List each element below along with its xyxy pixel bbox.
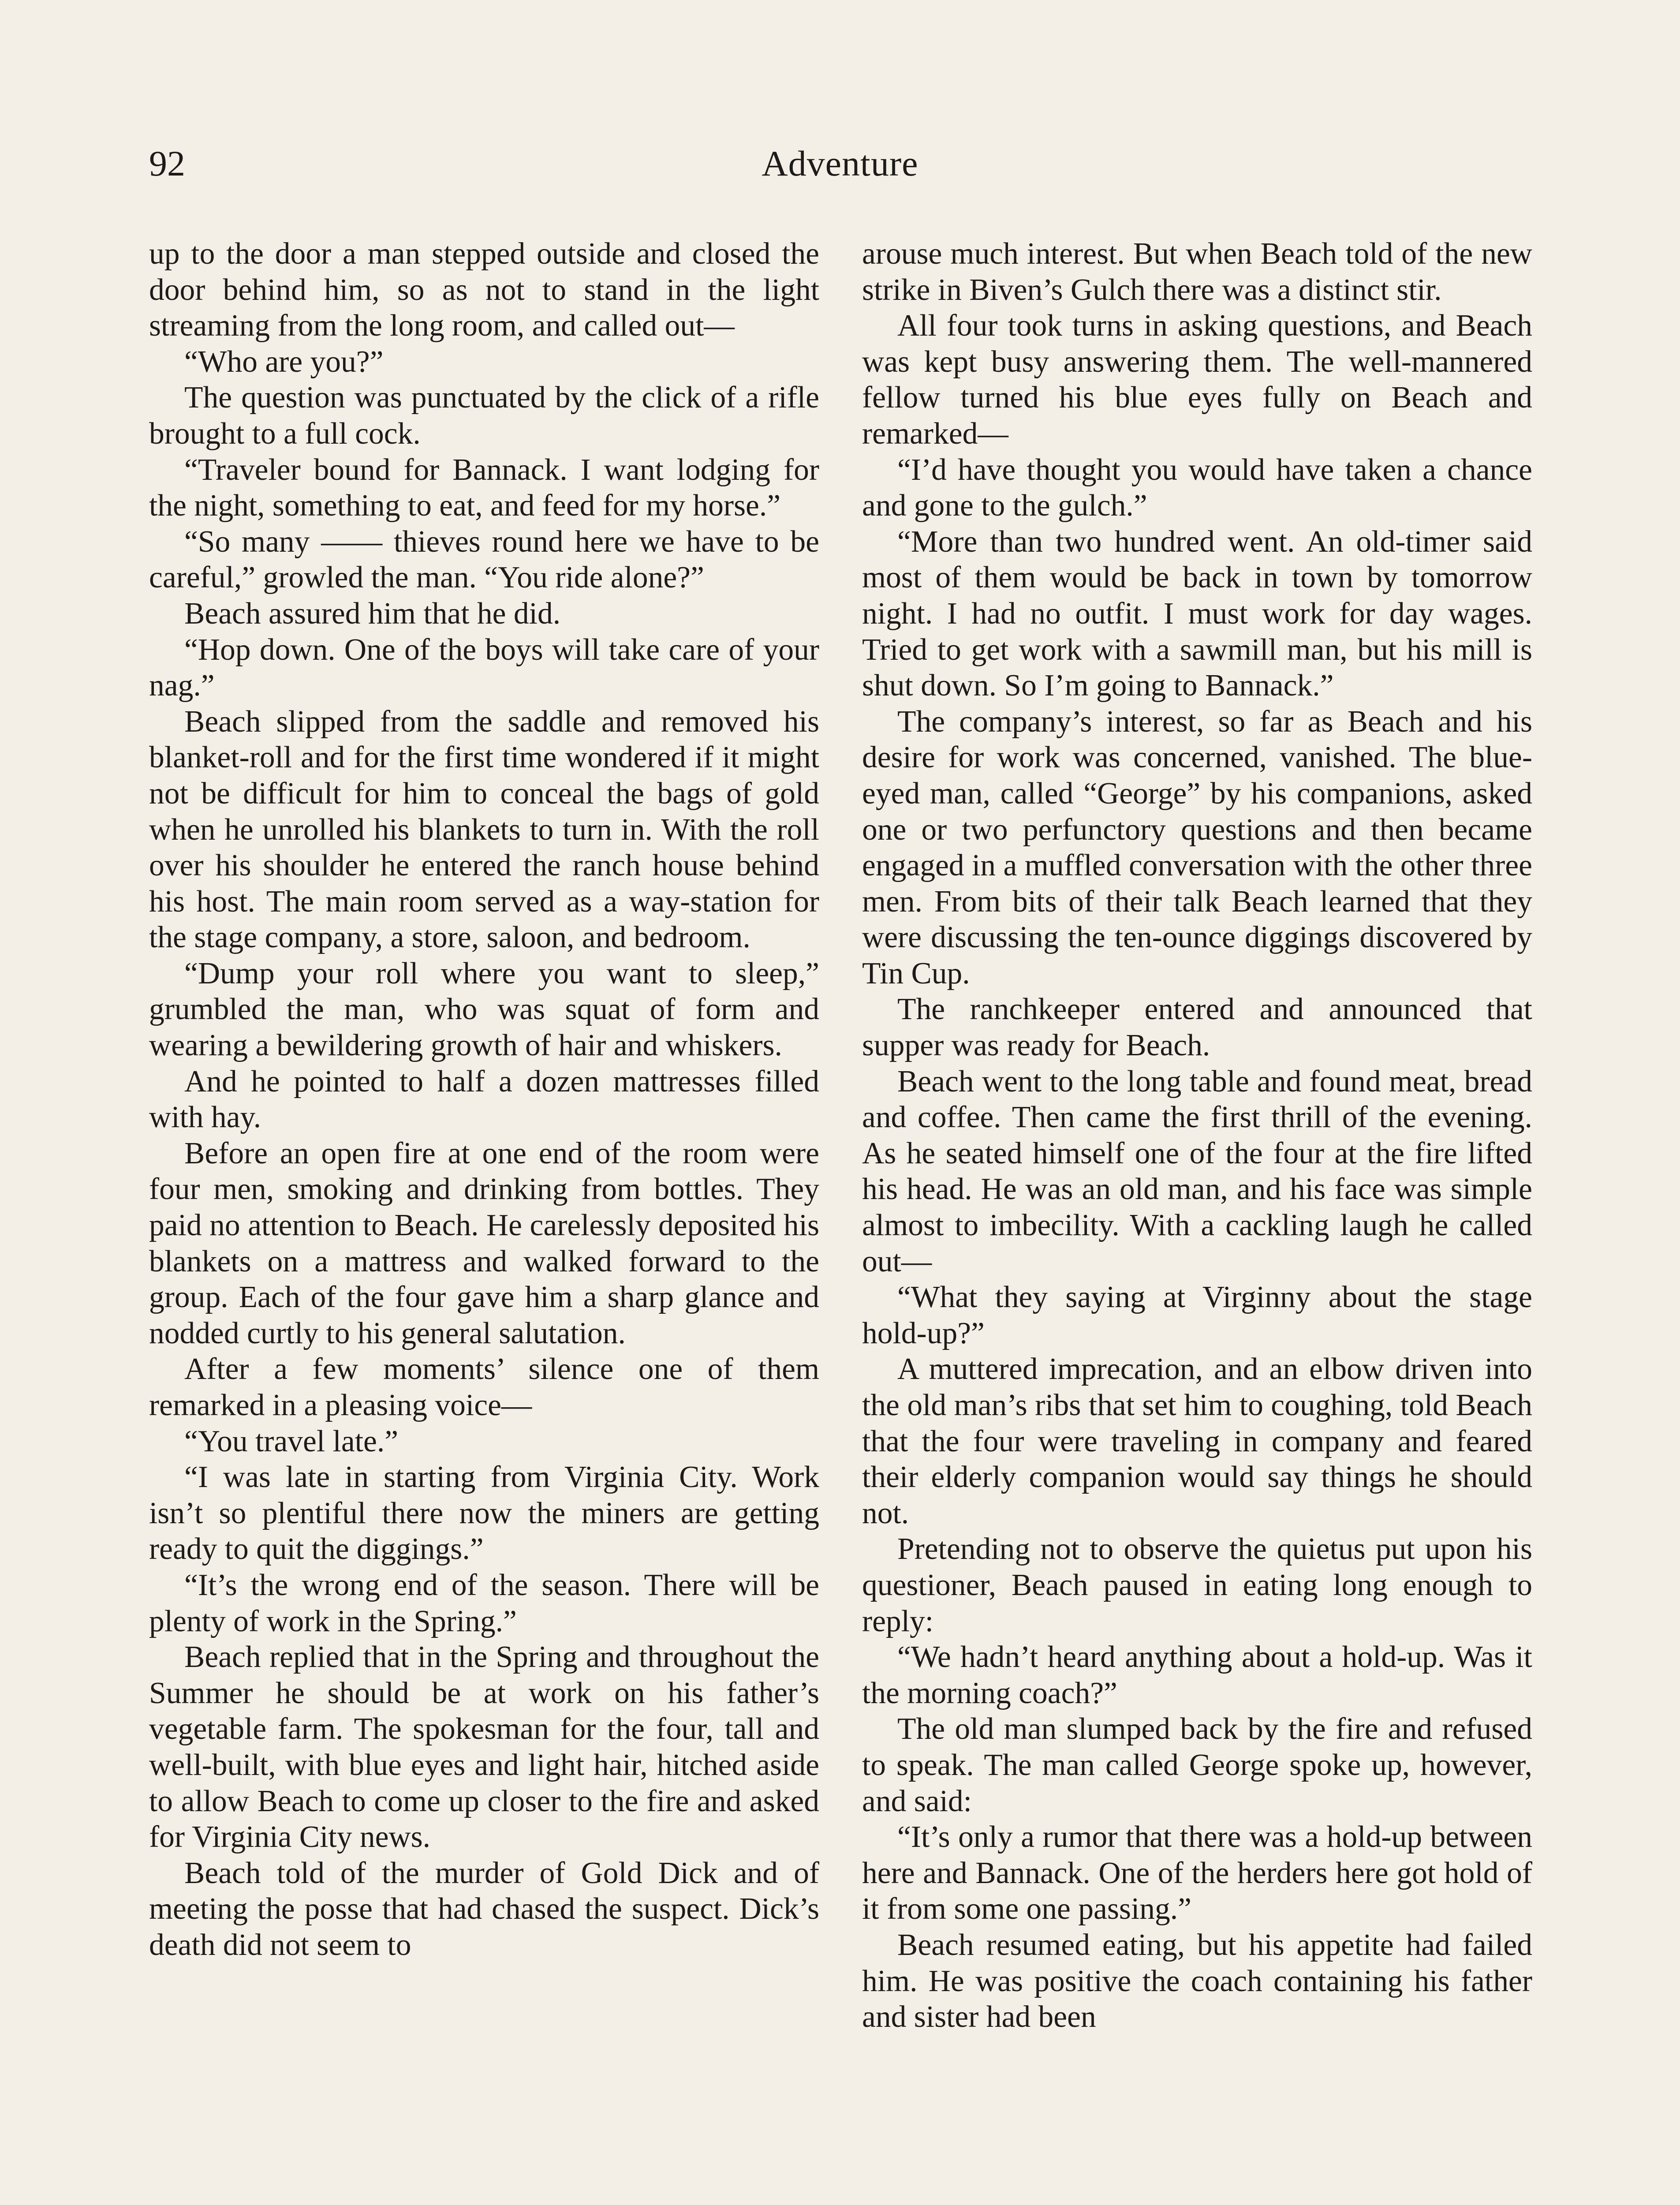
paragraph: “So many —— thieves round here we have to be careful,” growled the man. “You ride alone?” [149,524,819,595]
paragraph: Beach replied that in the Spring and throughout the Summer he should be at work on his father’s vegetable farm. The spokesman for the four, tall and well-built, with blue eyes and light hair, hitched aside to allow Beach to come up closer to the fire and asked for Virginia City news. [149,1640,819,1854]
paragraph: The old man slumped back by the fire and refused to speak. The man called George spoke up, however, and said: [862,1712,1532,1818]
page-number: 92 [149,143,185,183]
paragraph: The company’s interest, so far as Beach and his desire for work was concerned, vanished. The blue-eyed man, called “George” by his companions, asked one or two perfunctory questions and then became engaged in a muffled conversation with the other three men. From bits of their talk Beach learned that they were discussing the ten-ounce diggings discovered by Tin Cup. [862,704,1532,990]
paragraph: Before an open fire at one end of the room were four men, smoking and drinking from bottles. They paid no attention to Beach. He carelessly deposited his blankets on a mattress and walked forward to the group. Each of the four gave him a sharp glance and nodded curtly to his general salutation. [149,1136,819,1350]
paragraph: “More than two hundred went. An old-timer said most of them would be back in town by tomorrow night. I had no outfit. I must work for day wages. Tried to get work with a sawmill man, but his mill is shut down. So I’m going to Bannack.” [862,524,1532,703]
paragraph: “It’s only a rumor that there was a hold-up between here and Bannack. One of the herders here got hold of it from some one passing.” [862,1820,1532,1926]
paragraph: “Who are you?” [184,344,384,379]
paragraph: The question was punctuated by the click of a rifle brought to a full cock. [149,381,819,451]
paragraph: arouse much interest. But when Beach told of the new strike in Biven’s Gulch there was a distinct stir. [862,237,1532,307]
paragraph: And he pointed to half a dozen mattresses filled with hay. [149,1064,819,1135]
paragraph: “You travel late.” [184,1424,399,1458]
paragraph: “We hadn’t heard anything about a hold-up. Was it the morning coach?” [862,1640,1532,1710]
paragraph: Beach slipped from the saddle and removed his blanket-roll and for the first time wondered if it might not be difficult for him to conceal the bags of gold when he unrolled his blankets to turn in. With the roll over his shoulder he entered the ranch house behind his host. The main room served as a way-station for the stage company, a store, saloon, and bedroom. [149,704,819,955]
running-title: Adventure [762,143,918,183]
paragraph: Beach assured him that he did. [184,596,561,631]
left-text-column [149,236,819,1963]
paragraph: Pretending not to observe the quietus put upon his questioner, Beach paused in eating long enough to reply: [862,1532,1532,1638]
paragraph: “It’s the wrong end of the season. There will be plenty of work in the Spring.” [149,1568,819,1638]
right-text-column [862,236,1532,2035]
paragraph: “Hop down. One of the boys will take care of your nag.” [149,632,819,703]
paragraph: After a few moments’ silence one of them remarked in a pleasing voice— [149,1352,819,1422]
paragraph: “I was late in starting from Virginia City. Work isn’t so plentiful there now the miners are getting ready to quit the diggings.” [149,1460,819,1566]
paragraph: All four took turns in asking questions, and Beach was kept busy answering them. The well-mannered fellow turned his blue eyes fully on Beach and remarked— [862,309,1532,451]
paragraph: “Traveler bound for Bannack. I want lodging for the night, something to eat, and feed for my horse.” [149,452,819,523]
paragraph: “What they saying at Virginny about the stage hold-up?” [862,1280,1532,1350]
paragraph: up to the door a man stepped outside and closed the door behind him, so as not to stand in the light streaming from the long room, and called out— [149,237,819,343]
paragraph: Beach resumed eating, but his appetite had failed him. He was positive the coach containing his father and sister had been [862,1928,1532,2034]
paragraph: Beach told of the murder of Gold Dick and of meeting the posse that had chased the suspect. Dick’s death did not seem to [149,1856,819,1962]
paragraph: The ranchkeeper entered and announced that supper was ready for Beach. [862,992,1532,1063]
paragraph: A muttered imprecation, and an elbow driven into the old man’s ribs that set him to coughing, told Beach that the four were traveling in company and feared their elderly companion would say things he should not. [862,1352,1532,1530]
paragraph: Beach went to the long table and found meat, bread and coffee. Then came the first thrill of the evening. As he seated himself one of the four at the fire lifted his head. He was an old man, and his face was simple almost to imbecility. With a cackling laugh he called out— [862,1064,1532,1278]
paragraph: “I’d have thought you would have taken a chance and gone to the gulch.” [862,452,1532,523]
paragraph: “Dump your roll where you want to sleep,” grumbled the man, who was squat of form and wearing a bewildering growth of hair and whiskers. [149,956,819,1063]
